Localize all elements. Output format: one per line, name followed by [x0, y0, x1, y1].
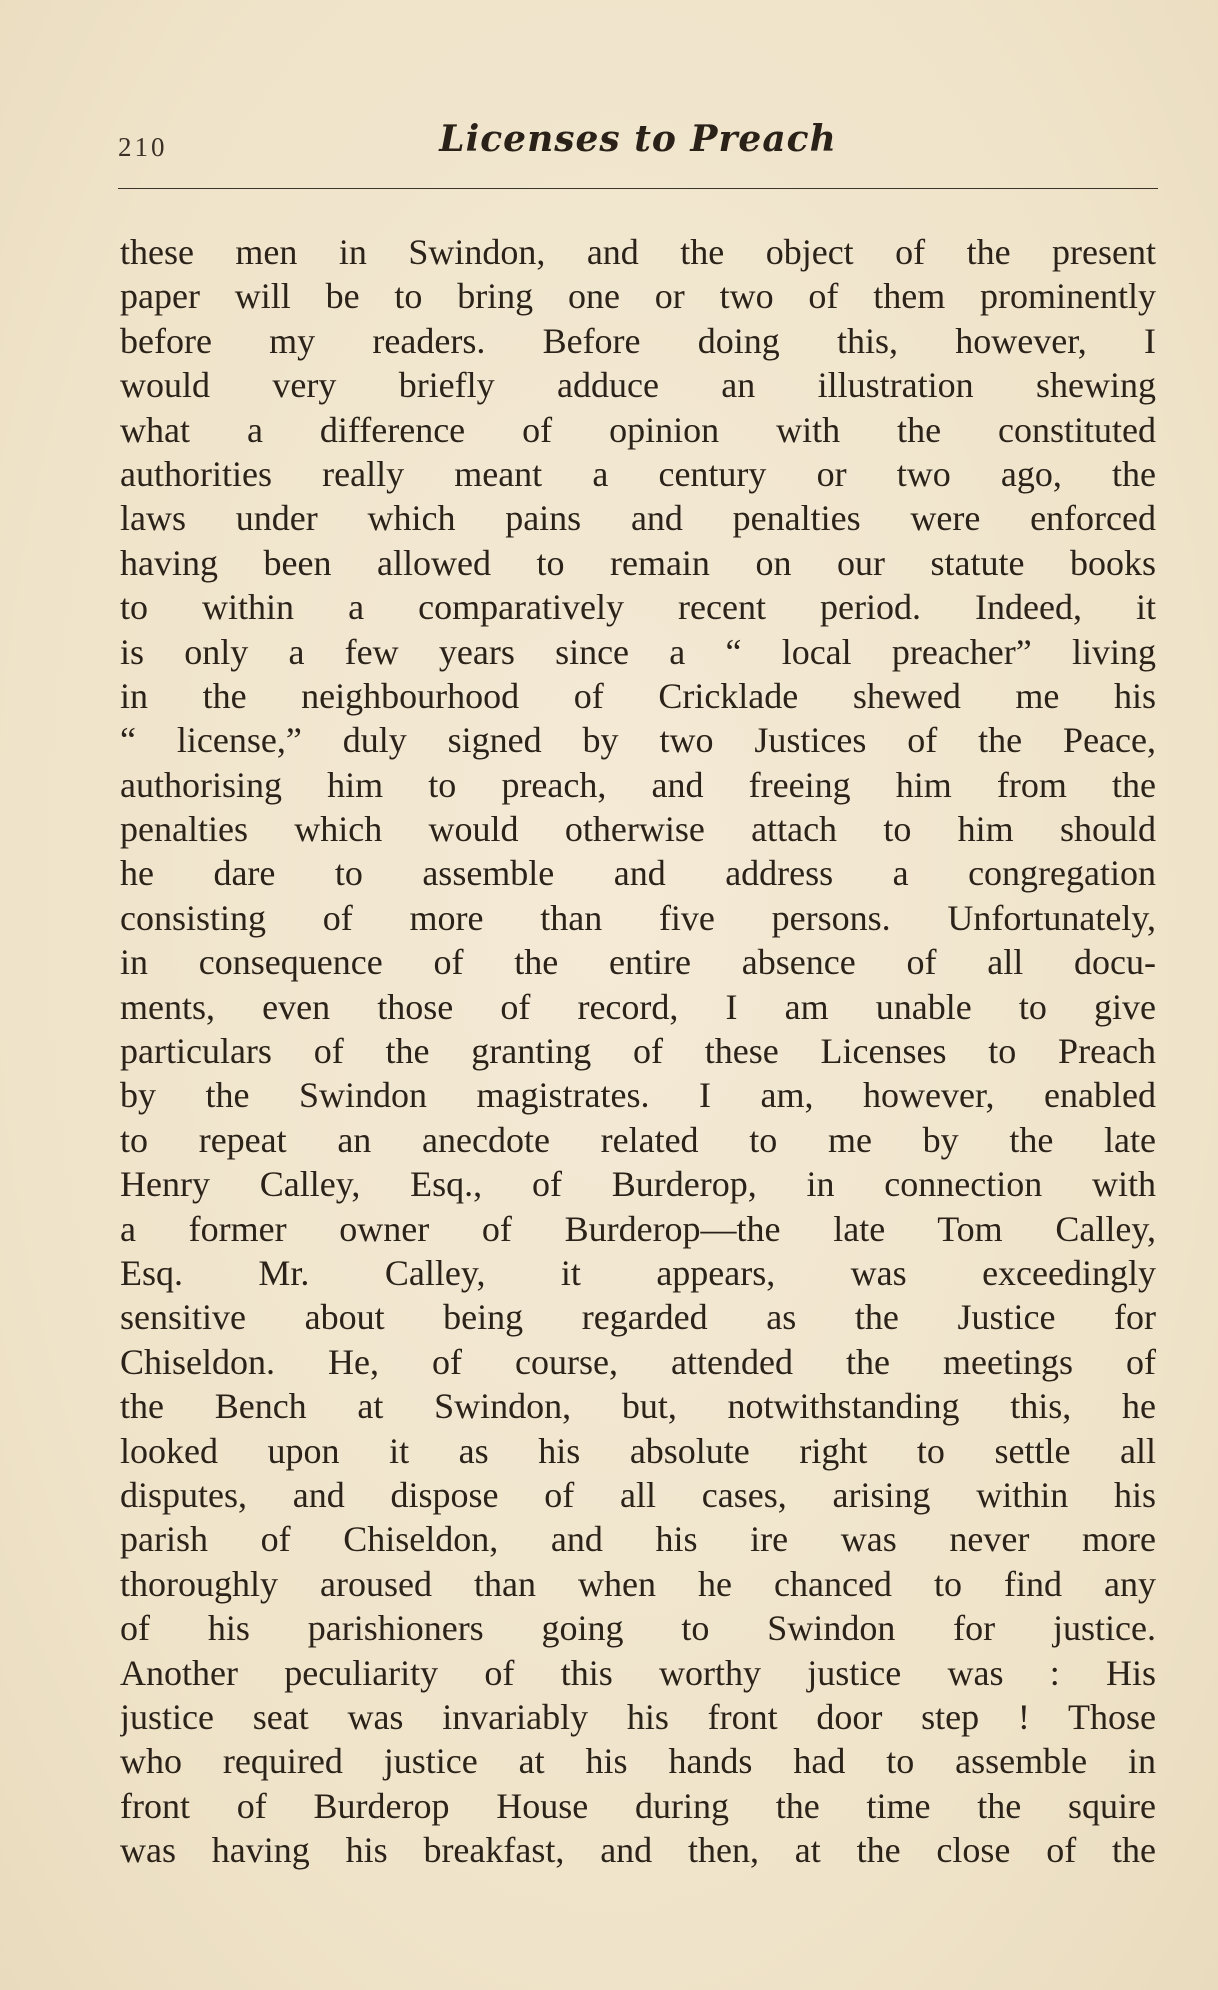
text-line: the Bench at Swindon, but, notwithstanding this, he [120, 1386, 1156, 1427]
text-line: Esq. Mr. Calley, it appears, was exceedingly [120, 1252, 1156, 1293]
text-line: Henry Calley, Esq., of Burderop, in connection with [120, 1164, 1156, 1205]
text-line: was having his breakfast, and then, at the close of the [120, 1830, 1156, 1871]
text-line: thoroughly aroused than when he chanced to find any [120, 1563, 1156, 1604]
text-line: before my readers. Before doing this, however, I [120, 320, 1156, 361]
page-number: 210 [118, 132, 168, 162]
text-line: laws under which pains and penalties were enforced [120, 498, 1156, 539]
text-line: would very briefly adduce an illustration shewing [120, 365, 1156, 406]
text-line: particulars of the granting of these Licenses to Preach [120, 1031, 1156, 1072]
text-line: sensitive about being regarded as the Justice for [120, 1297, 1156, 1338]
header-rule [118, 188, 1158, 189]
text-line: in consequence of the entire absence of all docu- [120, 942, 1156, 983]
text-line: justice seat was invariably his front door step ! Those [120, 1696, 1156, 1737]
text-line: to within a comparatively recent period. Indeed, it [120, 587, 1156, 628]
page-header [118, 112, 1158, 172]
text-line: paper will be to bring one or two of them prominently [120, 276, 1156, 317]
text-line: consisting of more than five persons. Unfortunately, [120, 897, 1156, 938]
text-line: looked upon it as his absolute right to settle all [120, 1430, 1156, 1471]
text-line: disputes, and dispose of all cases, arising within his [120, 1474, 1156, 1515]
text-line: parish of Chiseldon, and his ire was never more [120, 1519, 1156, 1560]
text-line: who required justice at his hands had to assemble in [120, 1741, 1156, 1782]
text-line: penalties which would otherwise attach to him should [120, 809, 1156, 850]
text-line: “ license,” duly signed by two Justices of the Peace, [120, 720, 1156, 761]
body-text [120, 230, 1156, 1872]
text-line: ments, even those of record, I am unable to give [120, 986, 1156, 1027]
text-line: Another peculiarity of this worthy justice was : His [120, 1652, 1156, 1693]
text-line: a former owner of Burderop—the late Tom Calley, [120, 1208, 1156, 1249]
text-line: of his parishioners going to Swindon for justice. [120, 1608, 1156, 1649]
text-line: by the Swindon magistrates. I am, however, enabled [120, 1075, 1156, 1116]
text-line: authorities really meant a century or two ago, the [120, 453, 1156, 494]
text-line: Chiseldon. He, of course, attended the meetings of [120, 1341, 1156, 1382]
text-line: these men in Swindon, and the object of the present [120, 232, 1156, 272]
text-line: what a difference of opinion with the constituted [120, 409, 1156, 450]
text-line: in the neighbourhood of Cricklade shewed me his [120, 675, 1156, 716]
text-line: having been allowed to remain on our statute books [120, 542, 1156, 583]
text-line: front of Burderop House during the time the squire [120, 1785, 1156, 1826]
text-line: is only a few years since a “ local preacher” living [120, 631, 1156, 672]
text-line: he dare to assemble and address a congregation [120, 853, 1156, 894]
running-title: Licenses to Preach [439, 118, 837, 160]
text-line: authorising him to preach, and freeing him from the [120, 764, 1156, 805]
text-line: to repeat an anecdote related to me by the late [120, 1119, 1156, 1160]
